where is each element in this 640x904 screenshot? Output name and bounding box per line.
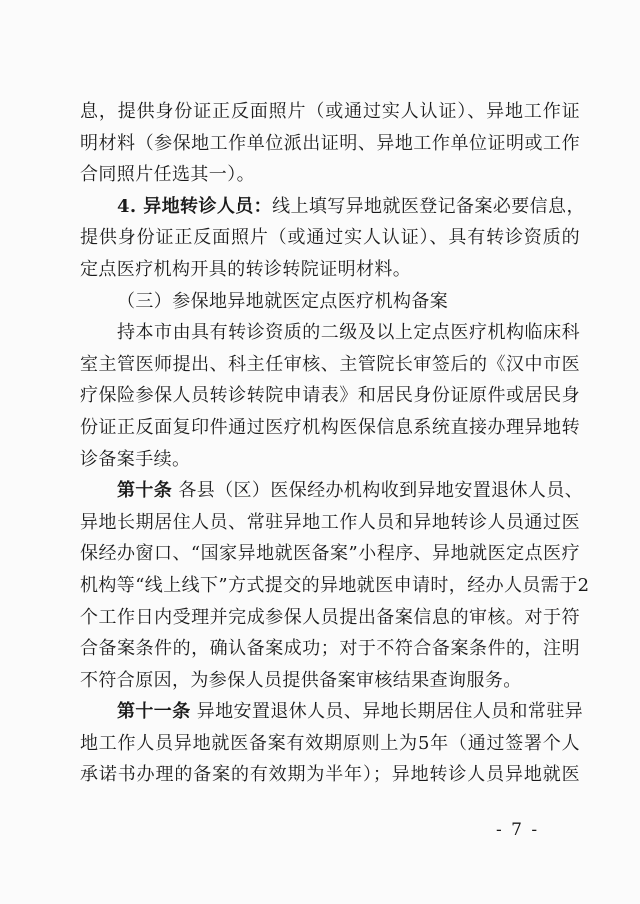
page-number: - 7 - — [496, 820, 540, 840]
text-line: 承诺书办理的备案的有效期为半年）；异地转诊人员异地就医 — [80, 764, 580, 786]
text-line: 地工作人员异地就医备案有效期原则上为5年（通过签署个人 — [80, 732, 580, 754]
article-10-line — [80, 475, 584, 507]
text-line: 定点医疗机构开具的转诊转院证明材料。 — [80, 258, 412, 280]
text-line: 诊备案手续。 — [80, 448, 191, 470]
item-4-text: 线上填写异地就医登记备案必要信息， — [272, 195, 585, 217]
text-line: 提供身份证正反面照片（或通过实人认证）、具有转诊资质的 — [80, 227, 580, 249]
article-11-line — [80, 696, 584, 728]
text-line: 明材料（参保地工作单位派出证明、异地工作单位证明或工作 — [80, 132, 580, 154]
article-11-label: 第十一条 — [117, 701, 191, 723]
text-line: 室主管医师提出、科主任审核、主管院长审签后的《汉中市医 — [80, 353, 580, 375]
text-line: 疗保险参保人员转诊转院申请表》和居民身份证原件或居民身 — [80, 385, 580, 407]
article-11-text: 异地安置退休人员、异地长期居住人员和常驻异 — [190, 701, 584, 723]
item-4-label: 4. 异地转诊人员： — [117, 195, 273, 217]
text-line: 保经办窗口、“国家异地就医备案”小程序、异地就医定点医疗 — [80, 543, 580, 565]
text-line: 合同照片任选其一）。 — [80, 164, 255, 186]
document-body — [80, 96, 590, 791]
section-heading: （三）参保地异地就医定点医疗机构备案 — [117, 290, 449, 312]
article-10-text: 各县（区）医保经办机构收到异地安置退休人员、 — [172, 480, 584, 502]
text-line: 不符合原因，为参保人员提供备案审核结果查询服务。 — [80, 669, 522, 691]
text-line: 份证正反面复印件通过医疗机构医保信息系统直接办理异地转 — [80, 416, 580, 438]
article-10-label: 第十条 — [117, 480, 173, 502]
text-line: 机构等“线上线下”方式提交的异地就医申请时，经办人员需于2 — [80, 574, 590, 596]
text-line: 异地长期居住人员、常驻异地工作人员和异地转诊人员通过医 — [80, 511, 580, 533]
item-4-heading-line — [80, 191, 585, 223]
text-line: 息，提供身份证正反面照片（或通过实人认证）、异地工作证 — [80, 101, 580, 122]
text-line: 持本市由具有转诊资质的二级及以上定点医疗机构临床科 — [117, 322, 580, 344]
text-line: 个工作日内受理并完成参保人员提出备案信息的审核。对于符 — [80, 606, 580, 628]
text-line: 合备案条件的，确认备案成功；对于不符合备案条件的，注明 — [80, 638, 580, 660]
